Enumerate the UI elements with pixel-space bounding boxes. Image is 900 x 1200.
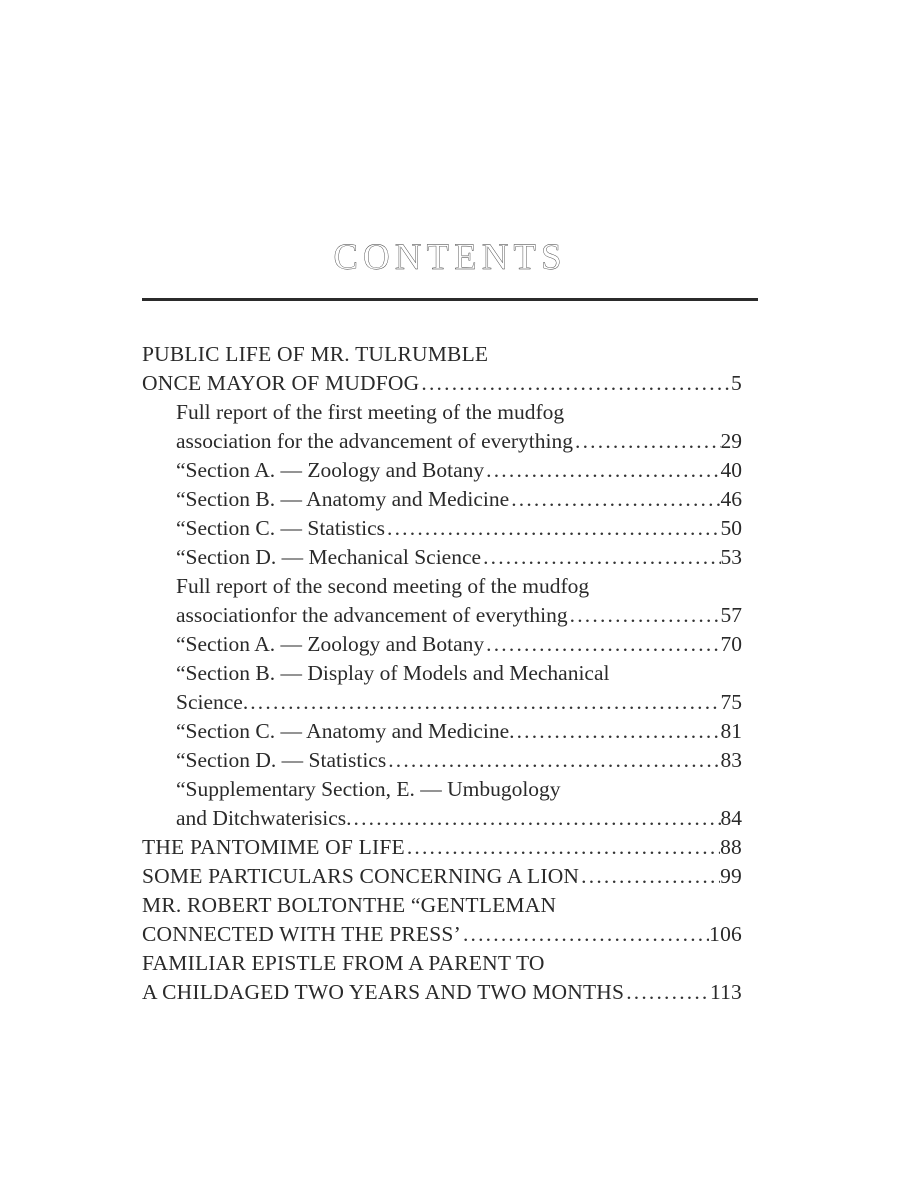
toc-entry <box>142 340 742 369</box>
toc-entry-title: A CHILDAGED TWO YEARS AND TWO MONTHS <box>142 980 625 1004</box>
toc-entry <box>142 746 742 775</box>
toc-page-number: 50 <box>720 516 742 540</box>
toc-entry-title: “Section B. — Anatomy and Medicine <box>176 487 510 511</box>
toc-entry <box>142 427 742 456</box>
toc-leader-dots <box>248 688 720 717</box>
toc-entry <box>142 543 742 572</box>
toc-page-number: 81 <box>720 719 742 743</box>
toc-entry-title: “Section D. — Mechanical Science <box>176 545 482 569</box>
toc-page-number: 57 <box>720 603 742 627</box>
toc-page-number: 46 <box>720 487 742 511</box>
table-of-contents <box>142 340 742 1007</box>
toc-entry-title: Full report of the first meeting of the mudfog <box>176 400 565 424</box>
toc-page-number: 75 <box>720 690 742 714</box>
toc-entry <box>142 601 742 630</box>
toc-page-number: 53 <box>720 545 742 569</box>
toc-entry-title: SOME PARTICULARS CONCERNING A LION <box>142 864 580 888</box>
toc-entry <box>142 949 742 978</box>
toc-leader-dots <box>461 920 709 949</box>
toc-page-number: 29 <box>720 429 742 453</box>
toc-page-number: 5 <box>731 371 742 395</box>
toc-leader-dots <box>385 514 720 543</box>
toc-page-number: 88 <box>720 835 742 859</box>
toc-entry <box>142 688 742 717</box>
toc-entry <box>142 369 742 398</box>
title-rule <box>142 298 758 301</box>
toc-entry <box>142 804 742 833</box>
toc-page-number: 70 <box>720 632 742 656</box>
toc-entry-title: “Section D. — Statistics <box>176 748 387 772</box>
toc-page-number: 84 <box>720 806 742 830</box>
toc-entry-title: CONNECTED WITH THE PRESS’ <box>142 922 461 946</box>
toc-entry-title: “Section C. — Anatomy and Medicine. <box>176 719 515 743</box>
toc-leader-dots <box>405 833 720 862</box>
toc-entry-title: MR. ROBERT BOLTONTHE “GENTLEMAN <box>142 893 557 917</box>
toc-entry <box>142 659 742 688</box>
toc-leader-dots <box>624 978 710 1007</box>
toc-entry <box>142 630 742 659</box>
toc-leader-dots <box>386 746 720 775</box>
toc-leader-dots <box>515 717 721 746</box>
toc-leader-dots <box>352 804 721 833</box>
toc-entry-title: THE PANTOMIME OF LIFE <box>142 835 405 859</box>
toc-entry-title: association for the advancement of everything <box>176 429 574 453</box>
toc-leader-dots <box>573 427 720 456</box>
toc-entry-title: “Section A. — Zoology and Botany <box>176 632 485 656</box>
toc-entry-title: PUBLIC LIFE OF MR. TULRUMBLE <box>142 342 489 366</box>
toc-leader-dots <box>419 369 731 398</box>
toc-leader-dots <box>481 543 720 572</box>
toc-entry-title: “Supplementary Section, E. — Umbugology <box>176 777 561 801</box>
toc-leader-dots <box>568 601 721 630</box>
toc-leader-dots <box>484 630 720 659</box>
toc-entry-title: “Section A. — Zoology and Botany <box>176 458 485 482</box>
toc-entry <box>142 891 742 920</box>
toc-page-number: 99 <box>720 864 742 888</box>
toc-entry <box>142 833 742 862</box>
toc-entry <box>142 398 742 427</box>
toc-page-number: 113 <box>709 980 742 1004</box>
toc-entry-title: associationfor the advancement of everything <box>176 603 568 627</box>
toc-entry <box>142 862 742 891</box>
toc-entry-title: Science. <box>176 690 249 714</box>
toc-entry <box>142 920 742 949</box>
toc-entry-title: and Ditchwaterisics. <box>176 806 352 830</box>
toc-entry <box>142 572 742 601</box>
toc-leader-dots <box>484 456 720 485</box>
toc-entry-title: “Section C. — Statistics <box>176 516 386 540</box>
toc-page-number: 83 <box>720 748 742 772</box>
toc-entry-title: ONCE MAYOR OF MUDFOG <box>142 371 420 395</box>
toc-entry <box>142 775 742 804</box>
toc-entry <box>142 717 742 746</box>
toc-entry-title: Full report of the second meeting of the mudfog <box>176 574 590 598</box>
toc-page-number: 106 <box>709 922 742 946</box>
toc-entry <box>142 456 742 485</box>
toc-leader-dots <box>509 485 720 514</box>
toc-entry <box>142 978 742 1007</box>
toc-entry-title: “Section B. — Display of Models and Mechanical <box>176 661 610 685</box>
toc-entry <box>142 514 742 543</box>
toc-page-number: 40 <box>720 458 742 482</box>
page-title: CONTENTS <box>333 237 567 278</box>
toc-leader-dots <box>579 862 720 891</box>
toc-entry <box>142 485 742 514</box>
toc-entry-title: FAMILIAR EPISTLE FROM A PARENT TO <box>142 951 545 975</box>
